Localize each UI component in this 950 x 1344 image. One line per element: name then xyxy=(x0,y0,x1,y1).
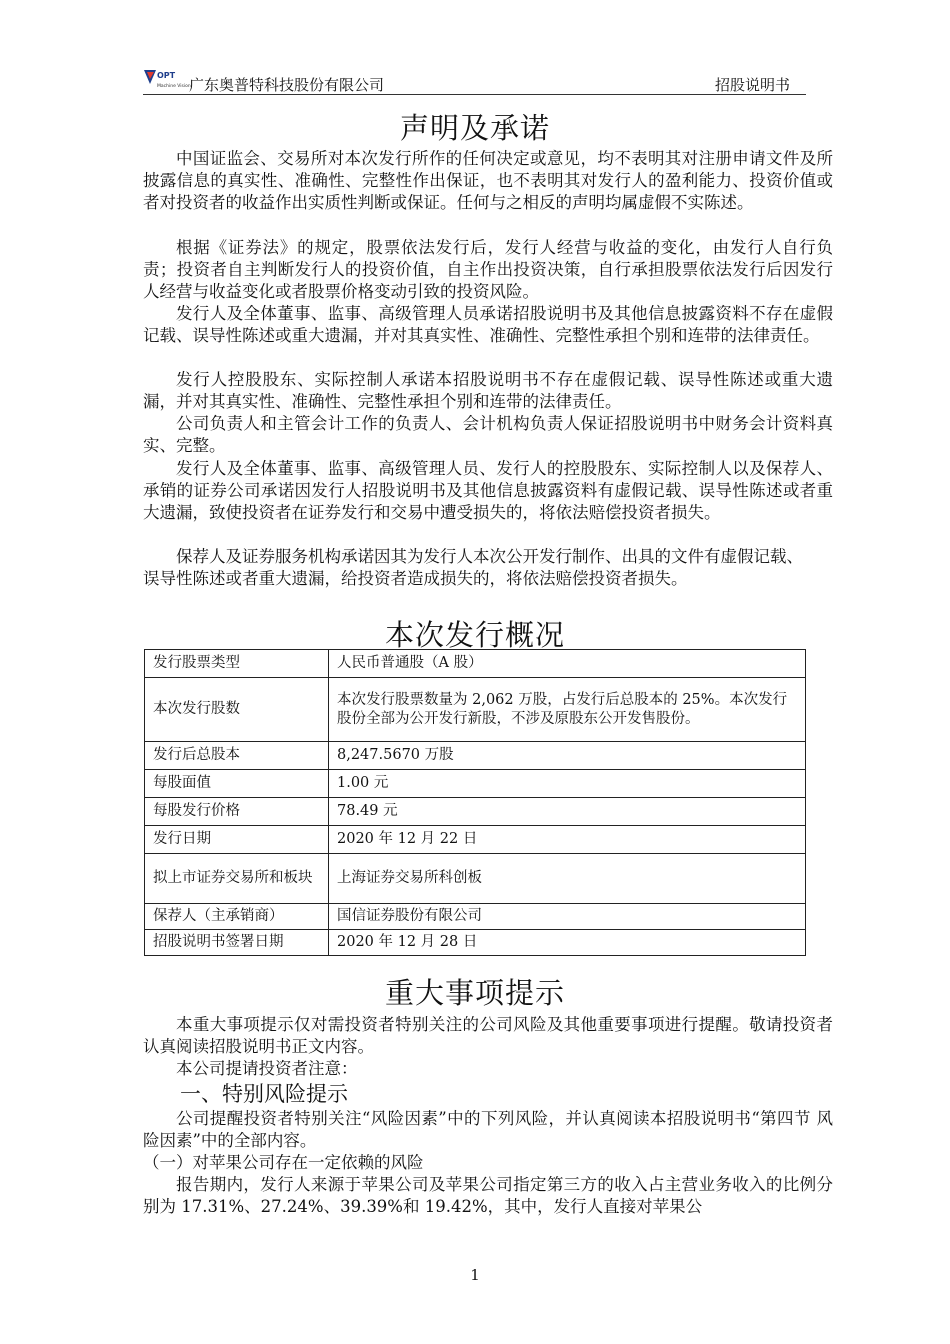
section-title-offering: 本次发行概况 xyxy=(384,618,565,652)
table-row xyxy=(145,678,806,742)
row-value: 2020 年 12 月 22 日 xyxy=(329,826,806,854)
offering-overview-table xyxy=(144,649,806,956)
row-value: 国信证券股份有限公司 xyxy=(329,904,806,930)
row-label: 每股面值 xyxy=(145,770,329,798)
table-row xyxy=(145,854,806,904)
page-number: 1 xyxy=(470,1266,480,1284)
table-row xyxy=(145,904,806,930)
row-label: 发行日期 xyxy=(145,826,329,854)
row-value: 1.00 元 xyxy=(329,770,806,798)
declaration-paragraph-7: 保荐人及证券服务机构承诺因其为发行人本次公开发行制作、出具的文件有虚假记载、误导性陈述或者重大遗漏，给投资者造成损失的，将依法赔偿投资者损失。 xyxy=(143,547,803,589)
row-label: 保荐人（主承销商） xyxy=(145,904,329,930)
row-value: 8,247.5670 万股 xyxy=(329,742,806,770)
row-value: 2020 年 12 月 28 日 xyxy=(329,930,806,956)
table-row xyxy=(145,650,806,678)
subheading-special-risk: 一、特别风险提示 xyxy=(180,1082,348,1106)
company-name: 广东奥普特科技股份有限公司 xyxy=(189,76,385,94)
declaration-paragraph-3: 发行人及全体董事、监事、高级管理人员承诺招股说明书及其他信息披露资料不存在虚假记载、误导性陈述或重大遗漏，并对其真实性、准确性、完整性承担个别和连带的法律责任。 xyxy=(143,304,833,346)
section-title-major-matters: 重大事项提示 xyxy=(384,976,565,1010)
row-label: 每股发行价格 xyxy=(145,798,329,826)
declaration-paragraph-1: 中国证监会、交易所对本次发行所作的任何决定或意见，均不表明其对注册申请文件及所披露信息的真实性、准确性、完整性作出保证，也不表明其对发行人的盈利能力、投资价值或者对投资者的收益作出实质性判断或保证。任何与之相反的声明均属虚假不实陈述。 xyxy=(143,149,833,213)
document-title: 招股说明书 xyxy=(714,76,790,94)
svg-text:OPT: OPT xyxy=(157,71,176,80)
svg-text:Machine Vision: Machine Vision xyxy=(157,84,191,89)
table-row xyxy=(145,826,806,854)
risk-item-heading: （一）对苹果公司存在一定依赖的风险 xyxy=(143,1153,424,1172)
row-value: 78.49 元 xyxy=(329,798,806,826)
row-label: 发行后总股本 xyxy=(145,742,329,770)
declaration-paragraph-2: 根据《证券法》的规定，股票依法发行后，发行人经营与收益的变化，由发行人自行负责；投资者自主判断发行人的投资价值，自主作出投资决策，自行承担股票依法发行后因发行人经营与收益变化或者股票价格变动引致的投资风险。 xyxy=(143,238,833,302)
declaration-paragraph-4: 发行人控股股东、实际控制人承诺本招股说明书不存在虚假记载、误导性陈述或重大遗漏，并对其真实性、准确性、完整性承担个别和连带的法律责任。 xyxy=(143,370,833,412)
row-value: 本次发行股票数量为 2,062 万股，占发行后总股本的 25%。本次发行股份全部为公开发行新股，不涉及原股东公开发售股份。 xyxy=(329,678,806,742)
row-label: 本次发行股数 xyxy=(145,678,329,742)
page-header xyxy=(143,66,806,95)
risk-item-text: 报告期内，发行人来源于苹果公司及苹果公司指定第三方的收入占主营业务收入的比例分别为 17.31%、27.24%、39.39%和 19.42%，其中，发行人直接对苹果公 xyxy=(143,1175,833,1217)
table-row xyxy=(145,770,806,798)
section-title-declaration: 声明及承诺 xyxy=(399,111,550,145)
row-value: 人民币普通股（A 股） xyxy=(329,650,806,678)
row-label: 发行股票类型 xyxy=(145,650,329,678)
company-logo xyxy=(143,68,191,90)
table-row xyxy=(145,742,806,770)
row-label: 招股说明书签署日期 xyxy=(145,930,329,956)
declaration-paragraph-6: 发行人及全体董事、监事、高级管理人员、发行人的控股股东、实际控制人以及保荐人、承销的证券公司承诺因发行人招股说明书及其他信息披露资料有虚假记载、误导性陈述或者重大遗漏，致使投资者在证券发行和交易中遭受损失的，将依法赔偿投资者损失。 xyxy=(143,459,833,523)
table-row xyxy=(145,798,806,826)
row-label: 拟上市证券交易所和板块 xyxy=(145,854,329,904)
declaration-paragraph-5: 公司负责人和主管会计工作的负责人、会计机构负责人保证招股说明书中财务会计资料真实、完整。 xyxy=(143,414,833,456)
table-row xyxy=(145,930,806,956)
major-matters-intro: 本重大事项提示仅对需投资者特别关注的公司风险及其他重要事项进行提醒。敬请投资者认真阅读招股说明书正文内容。 xyxy=(143,1015,833,1057)
risk-intro: 公司提醒投资者特别关注“风险因素”中的下列风险，并认真阅读本招股说明书“第四节 风险因素”中的全部内容。 xyxy=(143,1109,833,1151)
row-value: 上海证券交易所科创板 xyxy=(329,854,806,904)
investor-notice: 本公司提请投资者注意： xyxy=(176,1059,358,1078)
